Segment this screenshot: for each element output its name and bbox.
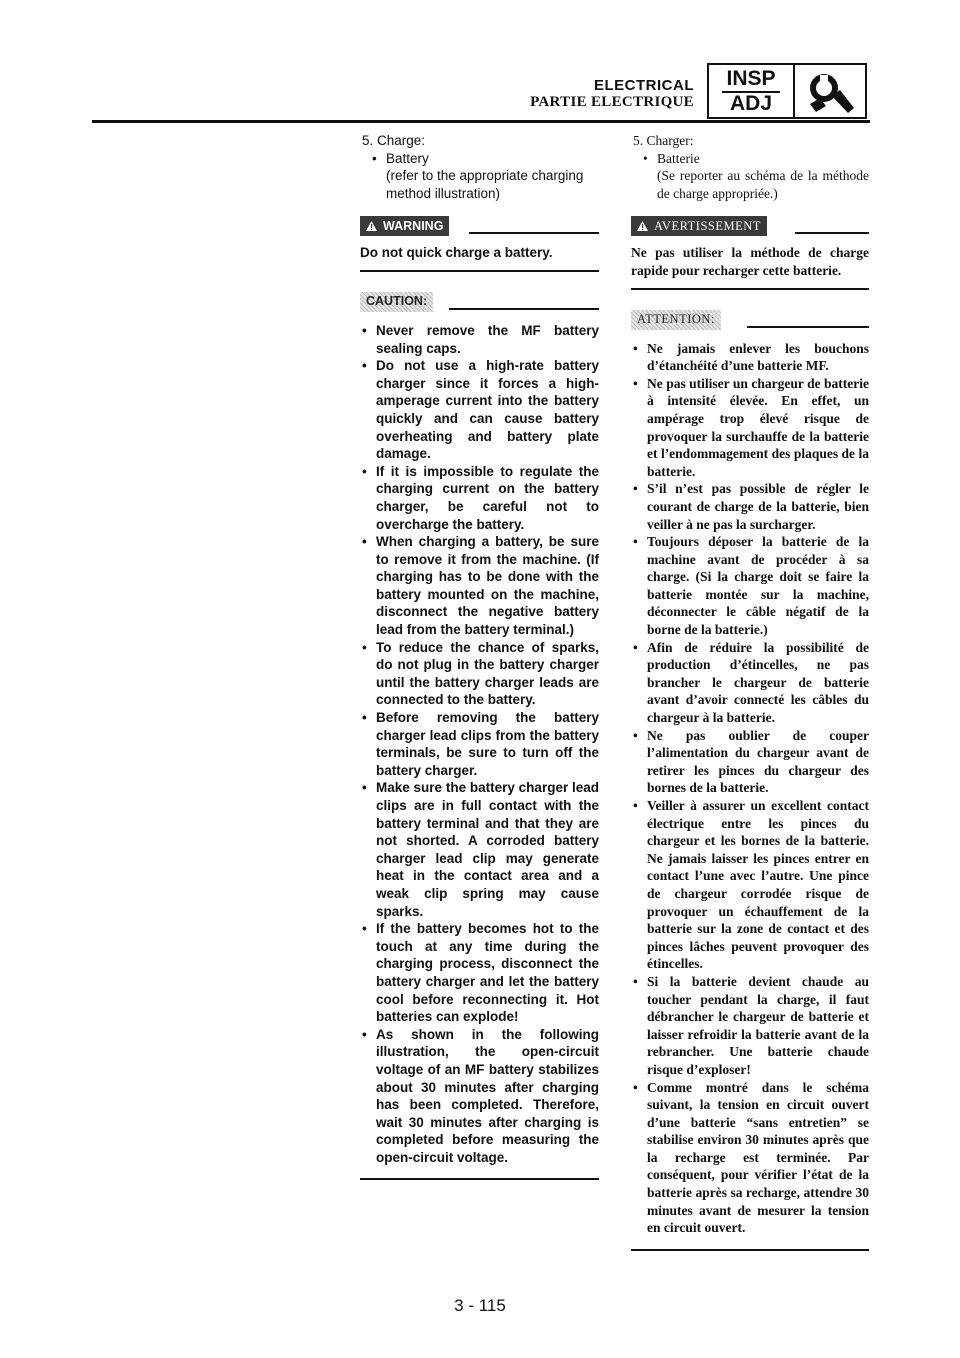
- list-item: • Never remove the MF battery sealing caps.: [362, 322, 599, 356]
- warning-label: WARNING: [383, 218, 444, 233]
- caution-header: [360, 292, 599, 316]
- step-bullet-text: Battery: [386, 150, 429, 166]
- warning-label: AVERTISSEMENT: [654, 218, 761, 233]
- badge-adj-label: ADJ: [729, 91, 772, 115]
- warning-triangle-icon: [637, 221, 648, 231]
- section-title-fr: PARTIE ELECTRIQUE: [530, 94, 694, 110]
- list-item: • If it is impossible to regulate the charging current on the battery charger, be careful not to overcharge the battery.: [362, 463, 599, 532]
- step-note: (Se reporter au schéma de la méthode de charge appropriée.): [657, 168, 869, 201]
- warning-triangle-icon: [366, 221, 377, 231]
- list-item: • Toujours déposer la batterie de la machine avant de procéder à sa charge. (Si la charge doit se faire la batterie montée sur la machine, déconnecter le câble négatif de la borne de la batterie.): [633, 534, 869, 638]
- section-header: [530, 78, 694, 111]
- list-item: • To reduce the chance of sparks, do not plug in the battery charger until the battery charger leads are connected to the battery.: [362, 639, 599, 708]
- caution-header: [631, 310, 869, 334]
- step-note: (refer to the appropriate charging method illustration): [386, 168, 584, 201]
- warning-text: Ne pas utiliser la méthode de charge rapide pour recharger cette batterie.: [631, 244, 869, 289]
- warning-header: [360, 216, 599, 240]
- list-item: • Make sure the battery charger lead clips are in full contact with the battery terminal and that they are not shorted. A corroded battery charger lead clip may generate heat in the contact area and a weak clip spring may cause sparks.: [362, 780, 599, 919]
- english-column: [360, 132, 599, 1180]
- caution-label: CAUTION:: [360, 292, 433, 312]
- list-item: • If the battery becomes hot to the touch at any time during the charging process, disconnect the battery charger and let the battery cool before reconnecting it. Hot batteries can explode!: [362, 921, 599, 1025]
- french-column: [631, 132, 869, 1251]
- badge-insp-label: INSP: [722, 68, 779, 93]
- list-item: • Ne pas oublier de couper l’alimentation du chargeur avant de retirer les pinces du chargeur des bornes de la batterie.: [633, 727, 869, 796]
- list-item: • S’il n’est pas possible de régler le courant de charge de la batterie, bien veiller à ne pas la surcharger.: [633, 481, 869, 532]
- list-item: • Si la batterie devient chaude au toucher pendant la charge, il faut débrancher le chargeur de batterie et laisser refroidir la batterie avant de la rebrancher. Une batterie chaude risque d’exploser!: [633, 973, 869, 1077]
- list-item: • Ne pas utiliser un chargeur de batterie à intensité élevée. En effet, un ampérage trop élevé risque de provoquer la surchauffe de la batterie et l’endommagement des plaques de la batterie.: [633, 375, 869, 479]
- caution-list: [360, 322, 599, 1181]
- header-rule: [92, 120, 870, 123]
- caution-list: [631, 340, 869, 1251]
- insp-adj-badge: [707, 63, 867, 119]
- warning-text: Do not quick charge a battery.: [360, 244, 599, 272]
- list-item: • When charging a battery, be sure to remove it from the machine. (If charging has to be done with the battery mounted on the machine, disconnect the negative battery lead from the battery terminal.): [362, 534, 599, 638]
- step-label: 5. Charger:: [633, 133, 694, 148]
- list-item: • Comme montré dans le schéma suivant, la tension en circuit ouvert d’une batterie “sans entretien” se stabilise environ 30 minutes après que la recharge est terminée. Par conséquent, pour vérifier l’état de la batterie après sa recharge, attendre 30 minutes avant de mesurer la tension en circuit ouvert.: [633, 1079, 869, 1236]
- list-item: • Afin de réduire la possibilité de production d’étincelles, ne pas brancher le chargeur de batterie avant d’avoir connecté les câbles du chargeur à la batterie.: [633, 639, 869, 726]
- list-item: • Before removing the battery charger lead clips from the battery terminals, be sure to turn off the battery charger.: [362, 710, 599, 778]
- step-label: 5. Charge:: [362, 133, 426, 148]
- wrench-icon: [795, 65, 865, 117]
- list-item: • As shown in the following illustration, the open-circuit voltage of an MF battery stabilizes about 30 minutes after charging has been completed. Therefore, wait 30 minutes after charging is completed before measuring the open-circuit voltage.: [362, 1026, 599, 1165]
- step-bullet: • Batterie: [643, 150, 700, 166]
- list-item: • Do not use a high-rate battery charger since it forces a high-amperage current into the battery quickly and can cause battery overheating and battery plate damage.: [362, 358, 599, 462]
- page-number: 3 - 115: [454, 1296, 506, 1315]
- section-title-en: ELECTRICAL: [594, 77, 694, 94]
- list-item: • Veiller à assurer un excellent contact électrique entre les pinces du chargeur et les bornes de la batterie. Ne jamais laisser les pinces entrer en contact l’une avec l’autre. Une pince de chargeur corrodée risque de provoquer un échauffement de la batterie sur la zone de contact et des pinces lâches peuvent provoquer des étincelles.: [633, 798, 869, 972]
- list-item: • Ne jamais enlever les bouchons d’étanchéité d’une batterie MF.: [633, 340, 869, 374]
- step-bullet-text: Batterie: [657, 150, 700, 166]
- caution-label: ATTENTION:: [631, 310, 721, 330]
- warning-header: [631, 216, 869, 240]
- step-bullet: • Battery: [372, 150, 429, 166]
